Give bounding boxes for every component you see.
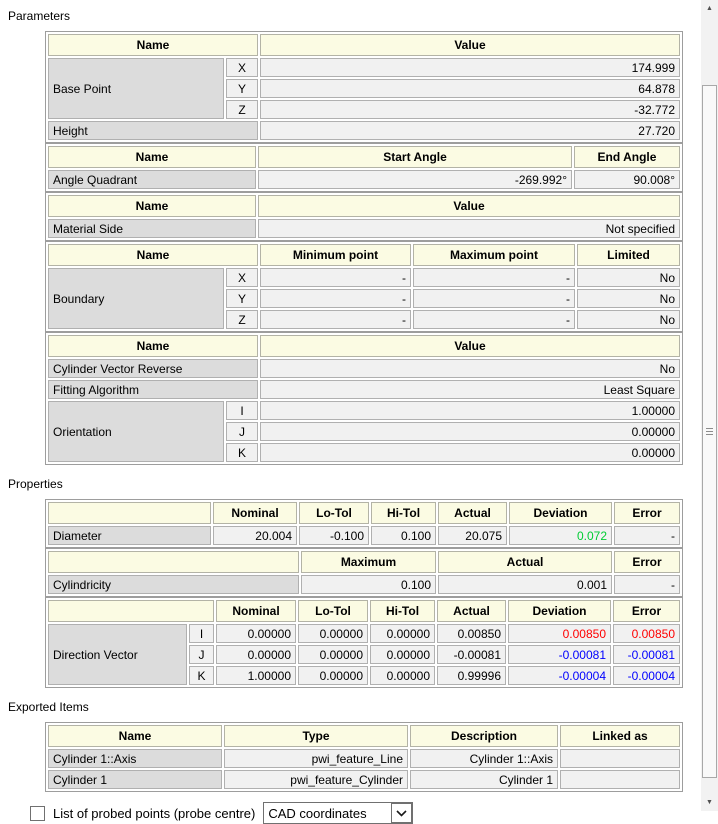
- diameter-table: [45, 499, 683, 548]
- value-cell-diameter-error: -: [614, 526, 680, 545]
- sub-label-j: J: [226, 422, 258, 441]
- value-cell-orientation-j: 0.00000: [260, 422, 680, 441]
- name-cell-cylinder-vector-reverse: Cylinder Vector Reverse: [48, 359, 258, 378]
- value-cell-boundary-z-max: -: [413, 310, 575, 329]
- value-cell-orientation-i: 1.00000: [260, 401, 680, 420]
- header-cell-nominal: Nominal: [216, 600, 296, 622]
- value-cell-dv-i-error: 0.00850: [613, 624, 680, 643]
- value-cell-dv-j-nominal: 0.00000: [216, 645, 296, 664]
- value-cell-boundary-y-min: -: [260, 289, 411, 308]
- header-cell-linked-as: Linked as: [560, 725, 680, 747]
- parameters-section-label: Parameters: [8, 9, 71, 23]
- value-cell-fitting-algorithm: Least Square: [260, 380, 680, 399]
- name-cell-cylindricity: Cylindricity: [48, 575, 299, 594]
- value-cell-boundary-x-limited: No: [577, 268, 680, 287]
- sub-label-z: Z: [226, 100, 258, 119]
- value-cell-linked-as: [560, 749, 680, 768]
- sub-label-x: X: [226, 58, 258, 77]
- name-cell-fitting-algorithm: Fitting Algorithm: [48, 380, 258, 399]
- value-cell-dv-k-actual: 0.99996: [437, 666, 506, 685]
- value-cell-type: pwi_feature_Line: [224, 749, 408, 768]
- header-cell-hi-tol: Hi-Tol: [370, 600, 435, 622]
- value-cell-cylindricity-actual: 0.001: [438, 575, 612, 594]
- header-cell-value: Value: [258, 195, 680, 217]
- value-cell-cylindricity-maximum: 0.100: [301, 575, 436, 594]
- value-cell-linked-as: [560, 770, 680, 789]
- value-cell-dv-i-hi-tol: 0.00000: [370, 624, 435, 643]
- sub-label-i: I: [189, 624, 214, 643]
- value-cell-dv-j-error: -0.00081: [613, 645, 680, 664]
- header-cell-minimum-point: Minimum point: [260, 244, 411, 266]
- base-point-table: [45, 31, 683, 143]
- value-cell-base-x: 174.999: [260, 58, 680, 77]
- name-cell-material-side: Material Side: [48, 219, 256, 238]
- value-cell-dv-j-actual: -0.00081: [437, 645, 506, 664]
- header-cell-deviation: Deviation: [509, 502, 612, 524]
- header-cell-actual: Actual: [437, 600, 506, 622]
- header-cell-value: Value: [260, 335, 680, 357]
- probed-points-row: [30, 802, 693, 824]
- header-cell-name: Name: [48, 725, 222, 747]
- header-cell-value: Value: [260, 34, 680, 56]
- header-cell-actual: Actual: [438, 502, 507, 524]
- value-cell-dv-k-lo-tol: 0.00000: [298, 666, 368, 685]
- value-cell-type: pwi_feature_Cylinder: [224, 770, 408, 789]
- sub-label-y: Y: [226, 289, 258, 308]
- value-cell-end-angle: 90.008°: [574, 170, 680, 189]
- value-cell-boundary-y-max: -: [413, 289, 575, 308]
- value-cell-diameter-lo-tol: -0.100: [299, 526, 369, 545]
- value-cell-dv-k-nominal: 1.00000: [216, 666, 296, 685]
- header-cell-name: Name: [48, 244, 258, 266]
- name-cell-direction-vector: Direction Vector: [48, 624, 187, 685]
- scrollbar-down-arrow-icon[interactable]: ▼: [701, 794, 718, 811]
- value-cell-boundary-z-limited: No: [577, 310, 680, 329]
- value-cell-dv-j-deviation: -0.00081: [508, 645, 611, 664]
- name-cell-diameter: Diameter: [48, 526, 211, 545]
- value-cell-dv-j-hi-tol: 0.00000: [370, 645, 435, 664]
- header-cell-hi-tol: Hi-Tol: [371, 502, 436, 524]
- name-cell-height: Height: [48, 121, 258, 140]
- header-cell-lo-tol: Lo-Tol: [298, 600, 368, 622]
- header-cell-maximum-point: Maximum point: [413, 244, 575, 266]
- scrollbar-grip-icon: [706, 428, 713, 436]
- value-cell-diameter-nominal: 20.004: [213, 526, 297, 545]
- value-cell-description: Cylinder 1: [410, 770, 558, 789]
- value-cell-diameter-hi-tol: 0.100: [371, 526, 436, 545]
- header-cell-lo-tol: Lo-Tol: [299, 502, 369, 524]
- value-cell-dv-i-lo-tol: 0.00000: [298, 624, 368, 643]
- table-row: [48, 770, 680, 789]
- value-cell-height: 27.720: [260, 121, 680, 140]
- header-cell-maximum: Maximum: [301, 551, 436, 573]
- value-cell-material-side: Not specified: [258, 219, 680, 238]
- dropdown-chevron-icon[interactable]: [391, 803, 412, 823]
- name-cell-orientation: Orientation: [48, 401, 224, 462]
- header-cell-description: Description: [410, 725, 558, 747]
- exported-items-table: [45, 722, 683, 792]
- name-cell-base-point: Base Point: [48, 58, 224, 119]
- value-cell-base-y: 64.878: [260, 79, 680, 98]
- header-cell-nominal: Nominal: [213, 502, 297, 524]
- sub-label-k: K: [226, 443, 258, 462]
- probed-points-checkbox[interactable]: [30, 806, 45, 821]
- header-cell-name: Name: [48, 195, 256, 217]
- value-cell-dv-k-deviation: -0.00004: [508, 666, 611, 685]
- value-cell-dv-i-nominal: 0.00000: [216, 624, 296, 643]
- scrollbar-up-arrow-icon[interactable]: ▲: [701, 0, 718, 17]
- value-cell-dv-k-error: -0.00004: [613, 666, 680, 685]
- value-cell-cylindricity-error: -: [614, 575, 680, 594]
- sub-label-x: X: [226, 268, 258, 287]
- sub-label-k: K: [189, 666, 214, 685]
- cylindricity-table: [45, 548, 683, 597]
- vertical-scrollbar[interactable]: [701, 0, 718, 811]
- header-cell-blank: [48, 502, 211, 524]
- header-cell-error: Error: [614, 502, 680, 524]
- coordinate-system-select[interactable]: [263, 802, 413, 824]
- header-cell-type: Type: [224, 725, 408, 747]
- boundary-table: [45, 241, 683, 332]
- exported-items-section-label: Exported Items: [8, 700, 89, 714]
- name-cell-boundary: Boundary: [48, 268, 224, 329]
- value-cell-boundary-z-min: -: [260, 310, 411, 329]
- value-cell-base-z: -32.772: [260, 100, 680, 119]
- value-cell-boundary-y-limited: No: [577, 289, 680, 308]
- value-cell-orientation-k: 0.00000: [260, 443, 680, 462]
- sub-label-z: Z: [226, 310, 258, 329]
- value-cell-description: Cylinder 1::Axis: [410, 749, 558, 768]
- table-row: [48, 749, 680, 768]
- name-cell-cylinder-axis: Cylinder 1::Axis: [48, 749, 222, 768]
- header-cell-name: Name: [48, 146, 256, 168]
- sub-label-y: Y: [226, 79, 258, 98]
- value-cell-dv-k-hi-tol: 0.00000: [370, 666, 435, 685]
- value-cell-dv-i-deviation: 0.00850: [508, 624, 611, 643]
- value-cell-dv-i-actual: 0.00850: [437, 624, 506, 643]
- header-cell-blank: [48, 551, 299, 573]
- coordinate-system-value: CAD coordinates: [268, 805, 367, 821]
- name-cell-angle-quadrant: Angle Quadrant: [48, 170, 256, 189]
- header-cell-actual: Actual: [438, 551, 612, 573]
- properties-section-label: Properties: [8, 477, 63, 491]
- header-cell-error: Error: [613, 600, 680, 622]
- header-cell-deviation: Deviation: [508, 600, 611, 622]
- header-cell-blank: [48, 600, 214, 622]
- header-cell-name: Name: [48, 335, 258, 357]
- fitting-orientation-table: [45, 332, 683, 465]
- probed-points-checkbox-label: List of probed points (probe centre): [53, 805, 256, 821]
- header-cell-limited: Limited: [577, 244, 680, 266]
- sub-label-j: J: [189, 645, 214, 664]
- header-cell-name: Name: [48, 34, 258, 56]
- angle-quadrant-table: [45, 143, 683, 192]
- header-cell-start-angle: Start Angle: [258, 146, 572, 168]
- value-cell-diameter-deviation: 0.072: [509, 526, 612, 545]
- value-cell-diameter-actual: 20.075: [438, 526, 507, 545]
- value-cell-boundary-x-max: -: [413, 268, 575, 287]
- value-cell-boundary-x-min: -: [260, 268, 411, 287]
- value-cell-start-angle: -269.992°: [258, 170, 572, 189]
- name-cell-cylinder: Cylinder 1: [48, 770, 222, 789]
- direction-vector-table: [45, 597, 683, 688]
- header-cell-end-angle: End Angle: [574, 146, 680, 168]
- scrollbar-thumb[interactable]: [702, 85, 717, 778]
- value-cell-cylinder-vector-reverse: No: [260, 359, 680, 378]
- value-cell-dv-j-lo-tol: 0.00000: [298, 645, 368, 664]
- header-cell-error: Error: [614, 551, 680, 573]
- material-side-table: [45, 192, 683, 241]
- sub-label-i: I: [226, 401, 258, 420]
